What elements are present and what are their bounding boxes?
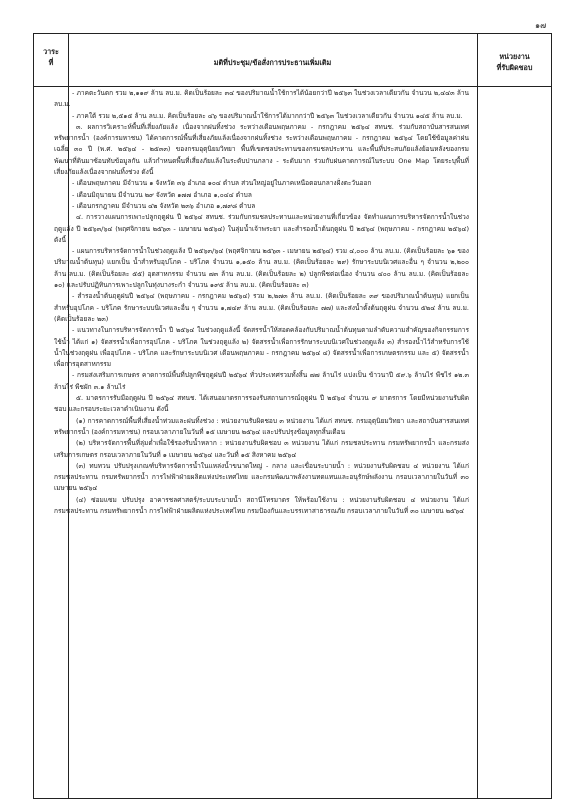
body-paragraph: (๒) บริหารจัดการพื้นที่ลุ่มต่ำเพื่อใช้รองรับน้ำหลาก : หน่วยงานรับผิดชอบ ๓ หน่วยงาน ได้แก่ กรมชลประทาน กรมทรัพยากรน้ำ และกรมส่งเสริมการเกษตร กรอบเวลาภายในวันที่ ๑ เมษายน ๒๕๖๔ และวันที่ ๑๕ สิงหาคม ๒๕๖๔ <box>54 439 469 459</box>
body-paragraph: - เดือนพฤษภาคม มีจำนวน ๑ จังหวัด ๓๖ อำเภอ ๑๐๔ ตำบล ส่วนใหญ่อยู่ในภาคเหนือตอนกลางฝั่งตะวันออก <box>72 179 372 188</box>
body-paragraph: (๑) การคาดการณ์พื้นที่เสี่ยงน้ำท่วมและฝนทิ้งช่วง : หน่วยงานรับผิดชอบ ๓ หน่วยงาน ได้แก่ สทนช. กรมอุตุนิยมวิทยา และสถาบันสารสนเทศทรัพยากรน้ำ (องค์การมหาชน) กรอบเวลาภายในวันที่ ๑๕ เมษายน ๒๕๖๔ และปรับปรุงข้อมูลทุกสิ้นเดือน <box>54 416 469 436</box>
body-paragraph: - กรมส่งเสริมการเกษตร คาดการณ์พื้นที่ปลูกพืชฤดูฝนปี ๒๕๖๔ ทั่วประเทศรวมทั้งสิ้น ๗๗ ล้านไร่ แบ่งเป็น ข้าวนาปี ๕๙.๖ ล้านไร่ พืชไร่ ๑๒.๓ ล้านไร่ พืชผัก ๓.๑ ล้านไร่ <box>54 371 469 391</box>
body-paragraph: - ภาคตะวันตก รวม ๒,๑๑๙ ล้าน ลบ.ม. คิดเป็นร้อยละ ๓๔ ของปริมาณน้ำใช้การได้น้อยกว่าปี ๒๕๖๓ ในช่วงเวลาเดียวกัน จำนวน ๒,๔๔๓ ล้าน ลบ.ม. <box>54 89 469 109</box>
body-paragraph: ๔. การวางแผนการเพาะปลูกฤดูฝน ปี ๒๕๖๔ สทนช. ร่วมกับกรมชลประทานและหน่วยงานที่เกี่ยวข้อง จัดทำแผนการบริหารจัดการน้ำในช่วงฤดูแล้ง ปี ๒๕๖๓/๖๔ (พฤศจิกายน ๒๕๖๓ - เมษายน ๒๕๖๔) ในลุ่มน้ำเจ้าพระยา และสำรองน้ำต้นฤดูฝน ปี ๒๕๖๔ (พฤษภาคม - กรกฎาคม ๒๕๖๔) ดังนี้ <box>54 213 469 244</box>
header-agenda-line-1: วาระ <box>43 47 59 56</box>
body-paragraph: - เดือนมิถุนายน มีจำนวน ๒๙ จังหวัด ๑๗๗ อำเภอ ๑,๐๔๔ ตำบล <box>72 190 252 199</box>
body-paragraph: - เดือนกรกฎาคม มีจำนวน ๔๒ จังหวัด ๒๓๖ อำเภอ ๑,๗๙๘ ตำบล <box>72 201 256 210</box>
body-paragraph: (๓) ทบทวน ปรับปรุงเกณฑ์บริหารจัดการน้ำในแหล่งน้ำขนาดใหญ่ - กลาง และเขื่อนระบายน้ำ : หน่วยงานรับผิดชอบ ๔ หน่วยงาน ได้แก่ กรมชลประทาน กรมทรัพยากรน้ำ การไฟฟ้าฝ่ายผลิตแห่งประเทศไทย และกรมพัฒนาพลังงานทดแทนและอนุรักษ์พลังงาน กรอบเวลาภายในวันที่ ๓๐ เมษายน ๒๕๖๔ <box>54 461 469 493</box>
body-paragraph: - สำรองน้ำต้นฤดูฝนปี ๒๕๖๔ (พฤษภาคม - กรกฎาคม ๒๕๖๔) รวม ๒,๒๗๓ ล้าน ลบ.ม. (คิดเป็นร้อยละ ๓๙ ของปริมาณน้ำต้นทุน) แยกเป็น สำหรับอุปโภค - บริโภค รักษาระบบนิเวศและอื่น ๆ จำนวน ๑,๗๔๙ ล้าน ลบ.ม. (คิดเป็นร้อยละ ๗๗) และส่งน้ำตั้งต้นฤดูฝน จำนวน ๕๒๔ ล้าน ลบ.ม. (คิดเป็นร้อยละ ๒๓) <box>54 292 469 323</box>
body-paragraph: ๕. มาตรการรับมือฤดูฝน ปี ๒๕๖๔ สทนช. ได้เสนอมาตรการรองรับสถานการณ์ฤดูฝน ปี ๒๕๖๔ จำนวน ๙ มาตรการ โดยมีหน่วยงานรับผิดชอบ และกรอบระยะเวลาดำเนินงาน ดังนี้ <box>54 394 469 414</box>
body-paragraph: - แผนการบริหารจัดการน้ำในช่วงฤดูแล้ง ปี ๒๕๖๓/๖๔ (พฤศจิกายน ๒๕๖๓ - เมษายน ๒๕๖๔) รวม ๔,๐๐๐ ล้าน ลบ.ม. (คิดเป็นร้อยละ ๖๑ ของปริมาณน้ำต้นทุน) แยกเป็น น้ำสำหรับอุปโภค - บริโภค จำนวน ๑,๑๕๐ ล้าน ลบ.ม. (คิดเป็นร้อยละ ๒๙) รักษาระบบนิเวศและอื่น ๆ จำนวน ๒,๒๐๐ ล้าน ลบ.ม. (คิดเป็นร้อยละ ๕๕) อุตสาหกรรม จำนวน ๗๓ ล้าน ลบ.ม. (คิดเป็นร้อยละ ๒) ปลูกพืชต่อเนื่อง จำนวน ๔๐๐ ล้าน ลบ.ม. (คิดเป็นร้อยละ ๑๐) และปรับปฏิทินการเพาะปลูกในทุ่งบางระกำ จำนวน ๑๙๕ ล้าน ลบ.ม. (คิดเป็นร้อยละ ๓) <box>54 247 469 290</box>
header-responsible-unit <box>477 51 552 73</box>
body-paragraph: - แนวทางในการบริหารจัดการน้ำ ปี ๒๕๖๔ ในช่วงฤดูแล้งนี้ จัดสรรน้ำให้สอดคล้องกับปริมาณน้ำต้นทุนตามลำดับความสำคัญของกิจกรรมการใช้น้ำ ได้แก่ ๑) จัดสรรน้ำเพื่อการอุปโภค - บริโภค ในช่วงฤดูแล้ง ๒) จัดสรรน้ำเพื่อการรักษาระบบนิเวศในช่วงฤดูแล้ง ๓) สำรองน้ำไว้สำหรับการใช้น้ำในช่วงฤดูฝน เพื่ออุปโภค - บริโภค และรักษาระบบนิเวศ เดือนพฤษภาคม - กรกฎาคม ๒๕๖๔ ๔) จัดสรรน้ำเพื่อการเกษตรกรรม และ ๕) จัดสรรน้ำเพื่อการอุตสาหกรรม <box>54 326 469 369</box>
header-agenda <box>34 46 68 68</box>
header-resolution: มติที่ประชุม/ข้อสั่งการประธานเพิ่มเติม <box>213 58 332 67</box>
page-number: ๑๗ <box>535 21 547 30</box>
resolution-body-text <box>54 88 469 517</box>
column-divider <box>477 34 478 798</box>
header-agenda-line-2: ที่ <box>48 58 54 67</box>
header-unit-line-1: หน่วยงาน <box>499 52 530 61</box>
table-header-row <box>34 34 551 87</box>
body-paragraph: - ภาคใต้ รวม ๒,๕๑๕ ล้าน ลบ.ม. คิดเป็นร้อยละ ๔๖ ของปริมาณน้ำใช้การได้มากกว่าปี ๒๕๖๓ ในช่วงเวลาเดียวกัน จำนวน ๑๔๕ ล้าน ลบ.ม. <box>72 111 463 120</box>
body-paragraph: (๔) ซ่อมแซม ปรับปรุง อาคารชลศาสตร์/ระบบระบายน้ำ สถานีโทรมาตร ให้พร้อมใช้งาน : หน่วยงานรับผิดชอบ ๔ หน่วยงาน ได้แก่ กรมชลประทาน กรมทรัพยากรน้ำ การไฟฟ้าฝ่ายผลิตแห่งประเทศไทย กรมป้องกันและบรรเทาสาธารณภัย กรอบเวลาภายในวันที่ ๓๐ เมษายน ๒๕๖๔ <box>54 495 469 515</box>
header-unit-line-2: ที่รับผิดชอบ <box>496 63 533 72</box>
body-paragraph: ๓. ผลการวิเคราะห์พื้นที่เสี่ยงภัยแล้ง เนื่องจากฝนทิ้งช่วง ระหว่างเดือนพฤษภาคม - กรกฎาคม ๒๕๖๔ สทนช. ร่วมกับสถาบันสารสนเทศทรัพยากรน้ำ (องค์การมหาชน) ได้คาดการณ์พื้นที่เสี่ยงภัยแล้งเนื่องจากฝนทิ้งช่วง ระหว่างเดือนพฤษภาคม - กรกฎาคม ๒๕๖๔ โดยใช้ข้อมูลค่าฝนเฉลี่ย ๓๐ ปี (พ.ศ. ๒๕๖๔ - ๒๕๓๓) ของกรมอุตุนิยมวิทยา พื้นที่เขตชลประทานของกรมชลประทาน และพื้นที่ประสบภัยแล้งย้อนหลังของกรมพัฒนาที่ดินมาซ้อนทับข้อมูลกัน แล้วกำหนดพื้นที่เสี่ยงภัยแล้งในระดับปานกลาง - ระดับมาก ร่วมกับฝนคาดการณ์ในระบบ One Map โดยระบุพื้นที่เสี่ยงภัยแล้งเนื่องจากฝนทิ้งช่วง ดังนี้ <box>54 122 469 177</box>
